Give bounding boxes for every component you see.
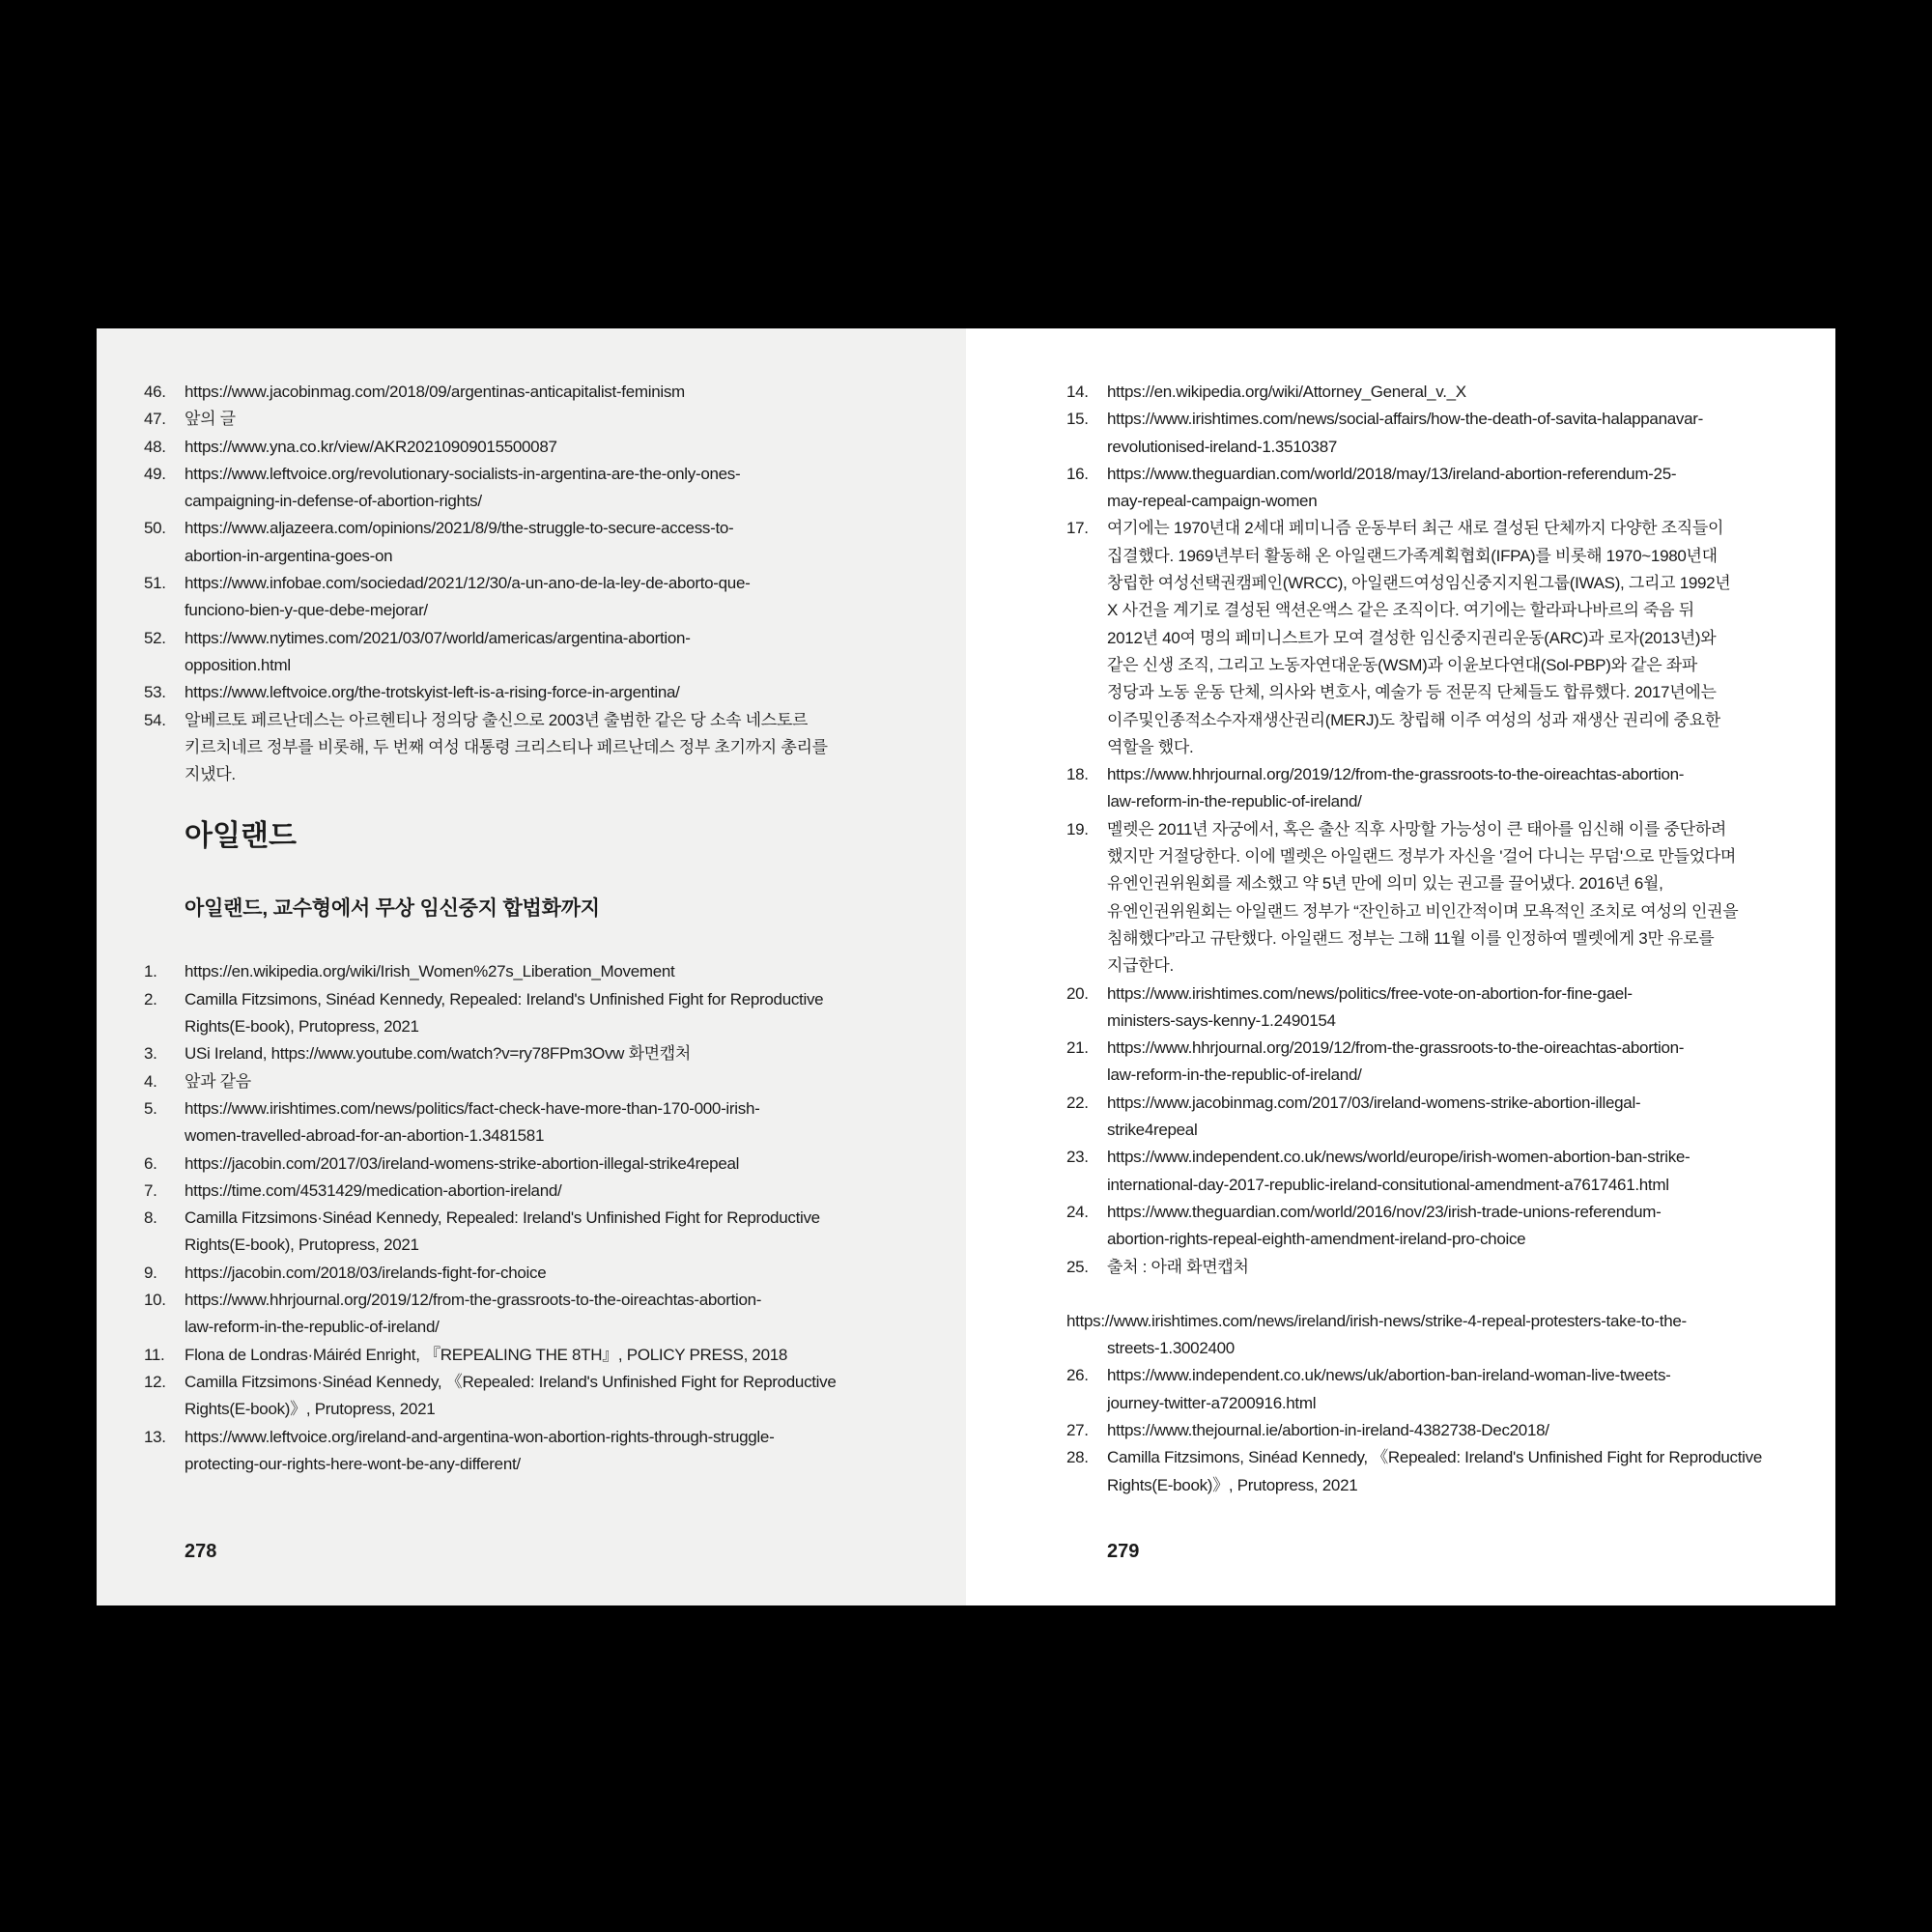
reference-number: 11. <box>144 1345 165 1364</box>
reference-line: 여기에는 1970년대 2세대 페미니즘 운동부터 최근 새로 결성된 단체까지 다양한 조직들이 <box>1107 519 1724 538</box>
reference-line: Rights(E-book), Prutopress, 2021 <box>185 1236 419 1255</box>
reference-text <box>185 1040 956 1067</box>
reference-number: 26. <box>1066 1366 1089 1385</box>
reference-line: Camilla Fitzsimons·Sinéad Kennedy, Repealed: Ireland's Unfinished Fight for Reproductive <box>185 1208 820 1228</box>
reference-number: 17. <box>1066 519 1089 538</box>
reference-line: 역할을 했다. <box>1107 737 1194 756</box>
reference-line: https://www.hhrjournal.org/2019/12/from-the-grassroots-to-the-oireachtas-abortion- <box>1107 765 1685 784</box>
reference-line: 정당과 노동 운동 단체, 의사와 변호사, 예술가 등 전문직 단체들도 합류했다. 2017년에는 <box>1107 683 1717 702</box>
reference-number: 21. <box>1066 1038 1089 1058</box>
reference-line: 이주및인종적소수자재생산권리(MERJ)도 창립해 이주 여성의 성과 재생산 권리에 중요한 <box>1107 710 1720 729</box>
reference-number: 50. <box>144 519 166 538</box>
reference-line: https://www.aljazeera.com/opinions/2021/8/9/the-struggle-to-secure-access-to- <box>185 519 734 538</box>
reference-number: 3. <box>144 1044 157 1064</box>
reference-item <box>144 707 956 789</box>
reference-text <box>1107 515 1826 761</box>
reference-text <box>1107 1199 1826 1254</box>
reference-item <box>1066 1144 1826 1199</box>
reference-item <box>1066 1308 1826 1363</box>
reference-line: Camilla Fitzsimons, Sinéad Kennedy, 《Repealed: Ireland's Unfinished Fight for Reproductive <box>1107 1448 1763 1467</box>
reference-number: 48. <box>144 437 166 456</box>
reference-text <box>185 434 956 461</box>
reference-number: 7. <box>144 1180 157 1200</box>
reference-number: 18. <box>1066 765 1089 784</box>
reference-text <box>1107 379 1826 406</box>
reference-item <box>144 1040 956 1067</box>
reference-item <box>1066 1444 1826 1499</box>
reference-item <box>1066 515 1826 761</box>
reference-line: Rights(E-book)》, Prutopress, 2021 <box>185 1400 436 1419</box>
reference-text <box>1107 1254 1826 1281</box>
reference-line: abortion-rights-repeal-eighth-amendment-ireland-pro-choice <box>1107 1230 1526 1249</box>
reference-line: Camilla Fitzsimons·Sinéad Kennedy, 《Repealed: Ireland's Unfinished Fight for Reproductive <box>185 1372 837 1391</box>
reference-text <box>185 1287 956 1342</box>
reference-text <box>1107 1444 1826 1499</box>
reference-list-argentina <box>144 379 956 788</box>
page-left <box>97 328 966 1605</box>
reference-line: https://www.irishtimes.com/news/ireland/irish-news/strike-4-repeal-protesters-take-to-the- <box>1066 1311 1687 1330</box>
reference-number: 46. <box>144 383 166 401</box>
reference-list-ireland <box>144 958 956 1478</box>
reference-line: https://en.wikipedia.org/wiki/Irish_Women%27s_Liberation_Movement <box>185 962 675 981</box>
reference-line: ministers-says-kenny-1.2490154 <box>1107 1010 1336 1030</box>
reference-item <box>144 1342 956 1369</box>
reference-line: 키르치네르 정부를 비롯해, 두 번째 여성 대통령 크리스티나 페르난데스 정부 초기까지 총리를 <box>185 737 828 756</box>
right-page-content <box>966 328 1835 1499</box>
reference-item <box>144 1424 956 1479</box>
reference-number: 49. <box>144 464 166 483</box>
reference-text <box>185 1151 956 1178</box>
reference-number: 15. <box>1066 410 1089 429</box>
reference-line: https://www.leftvoice.org/revolutionary-socialists-in-argentina-are-the-only-ones- <box>185 464 741 483</box>
reference-item <box>1066 406 1826 461</box>
reference-item <box>144 1151 956 1178</box>
reference-number: 53. <box>144 683 166 702</box>
reference-line: 같은 신생 조직, 그리고 노동자연대운동(WSM)과 이윤보다연대(Sol-PBP)와 같은 좌파 <box>1107 655 1698 674</box>
reference-item <box>1066 1199 1826 1254</box>
reference-line: Rights(E-book), Prutopress, 2021 <box>185 1017 419 1037</box>
reference-line: 멜렛은 2011년 자궁에서, 혹은 출산 직후 사망할 가능성이 큰 태아를 임신해 이를 중단하려 <box>1107 819 1727 838</box>
reference-line: 창립한 여성선택권캠페인(WRCC), 아일랜드여성임신중지지원그룹(IWAS), 그리고 1992년 <box>1107 574 1731 593</box>
reference-item <box>1066 379 1826 406</box>
reference-number: 25. <box>1066 1257 1089 1276</box>
reference-line: Flona de Londras·Máiréd Enright, 『REPEALING THE 8TH』, POLICY PRESS, 2018 <box>185 1345 788 1364</box>
reference-line: https://www.theguardian.com/world/2018/may/13/ireland-abortion-referendum-25- <box>1107 464 1677 483</box>
reference-item <box>144 1260 956 1287</box>
reference-text <box>185 1178 956 1205</box>
reference-line: 유엔인권위원회는 아일랜드 정부가 “잔인하고 비인간적이며 모욕적인 조치로 여성의 인권을 <box>1107 901 1739 921</box>
reference-line: revolutionised-ireland-1.3510387 <box>1107 437 1338 456</box>
reference-line: 앞과 같음 <box>185 1071 251 1091</box>
reference-number: 8. <box>144 1208 157 1228</box>
reference-text <box>185 515 956 570</box>
reference-line: https://www.hhrjournal.org/2019/12/from-the-grassroots-to-the-oireachtas-abortion- <box>1107 1038 1685 1058</box>
reference-line: 2012년 40여 명의 페미니스트가 모여 결성한 임신중지권리운동(ARC)과 로자(2013년)와 <box>1107 628 1717 647</box>
reference-item <box>144 570 956 625</box>
reference-line: https://www.irishtimes.com/news/politics/fact-check-have-more-than-170-000-irish- <box>185 1098 760 1118</box>
reference-line: https://www.thejournal.ie/abortion-in-ireland-4382738-Dec2018/ <box>1107 1420 1549 1439</box>
reference-line: international-day-2017-republic-ireland-consitutional-amendment-a7617461.html <box>1107 1175 1669 1194</box>
reference-line: 유엔인권위원회를 제소했고 약 5년 만에 의미 있는 권고를 끌어냈다. 2016년 6월, <box>1107 874 1663 894</box>
reference-text <box>1107 1362 1826 1417</box>
reference-text <box>1107 1417 1826 1444</box>
reference-text <box>1107 1090 1826 1145</box>
reference-line: law-reform-in-the-republic-of-ireland/ <box>185 1318 440 1337</box>
reference-number: 20. <box>1066 983 1089 1003</box>
reference-item <box>1066 1362 1826 1417</box>
reference-item <box>144 379 956 406</box>
reference-line: https://www.jacobinmag.com/2017/03/ireland-womens-strike-abortion-illegal- <box>1107 1093 1641 1112</box>
reference-item <box>144 1205 956 1260</box>
page-right <box>966 328 1835 1605</box>
reference-number: 28. <box>1066 1448 1089 1467</box>
reference-text <box>185 1205 956 1260</box>
reference-item <box>144 406 956 433</box>
reference-item <box>1066 761 1826 816</box>
reference-item <box>144 1095 956 1151</box>
reference-line: https://www.hhrjournal.org/2019/12/from-the-grassroots-to-the-oireachtas-abortion- <box>185 1291 762 1310</box>
reference-number: 52. <box>144 628 166 647</box>
reference-line: USi Ireland, https://www.youtube.com/watch?v=ry78FPm3Ovw 화면캡처 <box>185 1044 692 1064</box>
reference-number: 23. <box>1066 1148 1089 1167</box>
reference-number: 47. <box>144 410 166 429</box>
reference-line: journey-twitter-a7200916.html <box>1107 1393 1317 1412</box>
reference-line: https://www.independent.co.uk/news/world/europe/irish-women-abortion-ban-strike- <box>1107 1148 1690 1167</box>
reference-line: 지급한다. <box>1107 956 1174 976</box>
reference-line: Camilla Fitzsimons, Sinéad Kennedy, Repealed: Ireland's Unfinished Fight for Reproductive <box>185 989 824 1009</box>
reference-text <box>1107 1035 1826 1090</box>
reference-line: law-reform-in-the-republic-of-ireland/ <box>1107 792 1362 811</box>
reference-item <box>1066 980 1826 1036</box>
reference-text <box>185 406 956 433</box>
reference-item <box>144 625 956 680</box>
reference-line: https://time.com/4531429/medication-abortion-ireland/ <box>185 1180 562 1200</box>
reference-text <box>185 679 956 706</box>
reference-line: campaigning-in-defense-of-abortion-rights/ <box>185 492 482 511</box>
reference-text <box>1107 461 1826 516</box>
reference-item <box>1066 816 1826 980</box>
reference-line: Rights(E-book)》, Prutopress, 2021 <box>1107 1475 1358 1494</box>
reference-text <box>1107 761 1826 816</box>
reference-text <box>185 986 956 1041</box>
reference-number: 12. <box>144 1372 166 1391</box>
reference-text <box>185 707 956 789</box>
reference-number: 13. <box>144 1427 166 1446</box>
reference-line: strike4repeal <box>1107 1121 1198 1140</box>
reference-line: may-repeal-campaign-women <box>1107 492 1318 511</box>
reference-number: 1. <box>144 962 157 981</box>
reference-text <box>185 625 956 680</box>
reference-item <box>144 515 956 570</box>
reference-text <box>185 1068 956 1095</box>
reference-item <box>1066 461 1826 516</box>
reference-number: 22. <box>1066 1093 1089 1112</box>
reference-text <box>185 1342 956 1369</box>
reference-text <box>1066 1308 1826 1363</box>
reference-line: law-reform-in-the-republic-of-ireland/ <box>1107 1065 1362 1085</box>
reference-text <box>185 1260 956 1287</box>
reference-item <box>1066 1090 1826 1145</box>
reference-line: 앞의 글 <box>185 410 236 429</box>
reference-item <box>1066 1254 1826 1281</box>
reference-item <box>144 679 956 706</box>
reference-number: 2. <box>144 989 157 1009</box>
reference-line: https://jacobin.com/2018/03/irelands-fight-for-choice <box>185 1263 547 1282</box>
reference-line: https://www.leftvoice.org/the-trotskyist-left-is-a-rising-force-in-argentina/ <box>185 683 680 702</box>
reference-item <box>144 461 956 516</box>
reference-line: women-travelled-abroad-for-an-abortion-1.3481581 <box>185 1126 545 1146</box>
reference-line: https://www.theguardian.com/world/2016/nov/23/irish-trade-unions-referendum- <box>1107 1202 1662 1221</box>
reference-item <box>144 1287 956 1342</box>
reference-line: X 사건을 계기로 결성된 액션온액스 같은 조직이다. 여기에는 할라파나바르의 죽음 뒤 <box>1107 601 1694 620</box>
reference-line: https://en.wikipedia.org/wiki/Attorney_General_v._X <box>1107 383 1466 401</box>
page-number-right: 279 <box>1107 1541 1140 1562</box>
reference-line: https://www.infobae.com/sociedad/2021/12/30/a-un-ano-de-la-ley-de-aborto-que- <box>185 574 751 593</box>
reference-line: abortion-in-argentina-goes-on <box>185 546 393 565</box>
reference-item <box>1066 1417 1826 1444</box>
section-subheading: 아일랜드, 교수형에서 무상 임신중지 합법화까지 <box>185 897 600 921</box>
reference-item <box>144 1369 956 1424</box>
reference-line: https://www.yna.co.kr/view/AKR20210909015500087 <box>185 437 557 456</box>
reference-text <box>1107 406 1826 461</box>
reference-line: https://www.nytimes.com/2021/03/07/world/americas/argentina-abortion- <box>185 628 691 647</box>
reference-text <box>185 379 956 406</box>
reference-line: protecting-our-rights-here-wont-be-any-different/ <box>185 1454 521 1473</box>
reference-line: 침해했다”라고 규탄했다. 아일랜드 정부는 그해 11월 이를 인정하여 멜렛에게 3만 유로를 <box>1107 928 1715 948</box>
reference-line: https://www.irishtimes.com/news/social-affairs/how-the-death-of-savita-halappanavar- <box>1107 410 1703 429</box>
reference-number: 14. <box>1066 383 1089 401</box>
reference-text <box>1107 1144 1826 1199</box>
reference-line: 알베르토 페르난데스는 아르헨티나 정의당 출신으로 2003년 출범한 같은 당 소속 네스토르 <box>185 710 809 729</box>
reference-number: 6. <box>144 1153 157 1173</box>
reference-number: 27. <box>1066 1420 1089 1439</box>
reference-line: https://www.independent.co.uk/news/uk/abortion-ban-ireland-woman-live-tweets- <box>1107 1366 1671 1385</box>
reference-text <box>185 1369 956 1424</box>
reference-line: https://www.leftvoice.org/ireland-and-argentina-won-abortion-rights-through-struggle- <box>185 1427 775 1446</box>
reference-text <box>185 958 956 985</box>
reference-line: https://www.jacobinmag.com/2018/09/argentinas-anticapitalist-feminism <box>185 383 685 401</box>
reference-number: 9. <box>144 1263 157 1282</box>
reference-item <box>144 986 956 1041</box>
reference-number: 4. <box>144 1071 157 1091</box>
page-number-left: 278 <box>185 1541 217 1562</box>
book-spread <box>97 328 1835 1605</box>
reference-item <box>144 958 956 985</box>
reference-line: 지냈다. <box>185 765 236 784</box>
reference-number: 51. <box>144 574 166 593</box>
reference-text <box>1107 980 1826 1036</box>
reference-line: streets-1.3002400 <box>1107 1339 1235 1358</box>
reference-text <box>185 570 956 625</box>
reference-text <box>185 1095 956 1151</box>
reference-list-ireland-continued <box>1066 379 1826 1499</box>
reference-number: 10. <box>144 1291 166 1310</box>
reference-text <box>1107 816 1826 980</box>
reference-number: 16. <box>1066 464 1089 483</box>
reference-number: 5. <box>144 1098 157 1118</box>
reference-number: 54. <box>144 710 166 729</box>
reference-line: 했지만 거절당한다. 이에 멜렛은 아일랜드 정부가 자신을 '걸어 다니는 무덤'으로 만들었다며 <box>1107 847 1737 867</box>
reference-item <box>144 1068 956 1095</box>
reference-item <box>1066 1035 1826 1090</box>
reference-line: https://www.irishtimes.com/news/politics/free-vote-on-abortion-for-fine-gael- <box>1107 983 1633 1003</box>
reference-number: 24. <box>1066 1202 1089 1221</box>
reference-number: 19. <box>1066 819 1089 838</box>
reference-line: funciono-bien-y-que-debe-mejorar/ <box>185 601 428 620</box>
section-heading: 아일랜드 <box>185 820 297 853</box>
reference-item <box>144 434 956 461</box>
reference-item <box>144 1178 956 1205</box>
reference-text <box>185 461 956 516</box>
reference-line: https://jacobin.com/2017/03/ireland-womens-strike-abortion-illegal-strike4repeal <box>185 1153 740 1173</box>
reference-line: 집결했다. 1969년부터 활동해 온 아일랜드가족계획협회(IFPA)를 비롯해 1970~1980년대 <box>1107 546 1718 565</box>
reference-line: 출처 : 아래 화면캡처 <box>1107 1257 1249 1276</box>
reference-text <box>185 1424 956 1479</box>
left-page-content <box>97 328 966 1478</box>
reference-line: opposition.html <box>185 655 291 674</box>
